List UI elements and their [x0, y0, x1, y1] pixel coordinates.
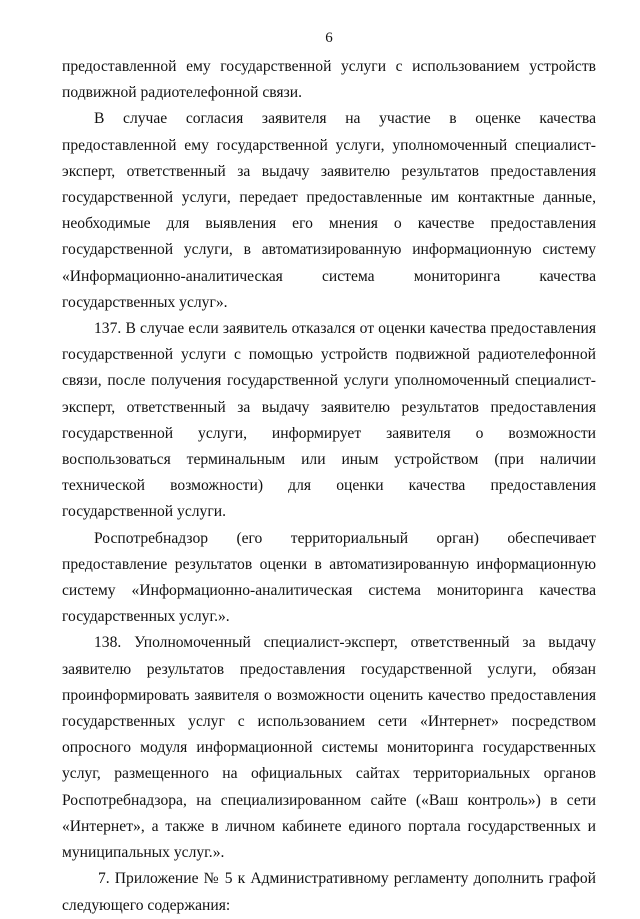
page-number: 6	[325, 30, 333, 46]
paragraph-consent: В случае согласия заявителя на участие в оценке качества предоставленной ему государственной услуги, уполномоченный специалист-эксперт, ответственный за выдачу заявителю результатов предоставления государственной услуги, передает предоставленные им контактные данные, необходимые для выявления его мнения о качестве предоставления государственной услуги, в автоматизированную информационную систему «Информационно-аналитическая система мониторинга качества государственных услуг».	[62, 110, 596, 311]
paragraph-rospotrebnadzor: Роспотребнадзор (его территориальный орган) обеспечивает предоставление результатов оценки в автоматизированную информационную систему «Информационно-аналитическая система мониторинга качества государственных услуг.».	[62, 529, 596, 626]
paragraph-continuation: предоставленной ему государственной услуги с использованием устройств подвижной радиотелефонной связи.	[62, 58, 596, 102]
paragraph-appendix-5: 7. Приложение № 5 к Административному регламенту дополнить графой следующего содержания:	[62, 870, 596, 914]
paragraph-137: 137. В случае если заявитель отказался от оценки качества предоставления государственной услуги с помощью устройств подвижной радиотелефонной связи, после получения государственной услуги уполномоченный специалист-эксперт, ответственный за выдачу заявителю результатов предоставления государственной услуги, информирует заявителя о возможности воспользоваться терминальным или иным устройством (при наличии технической возможности) для оценки качества предоставления государственной услуги.	[62, 320, 596, 521]
paragraph-138: 138. Уполномоченный специалист-эксперт, ответственный за выдачу заявителю результатов предоставления государственной услуги, обязан проинформировать заявителя о возможности оценить качество предоставления государственных услуг с использованием сети «Интернет» посредством опросного модуля информационной системы мониторинга государственных услуг, размещенного на официальных сайтах территориальных органов Роспотребнадзора, на специализированном сайте («Ваш контроль») в сети «Интернет», а также в личном кабинете единого портала государственных и муниципальных услуг.».	[62, 634, 596, 862]
